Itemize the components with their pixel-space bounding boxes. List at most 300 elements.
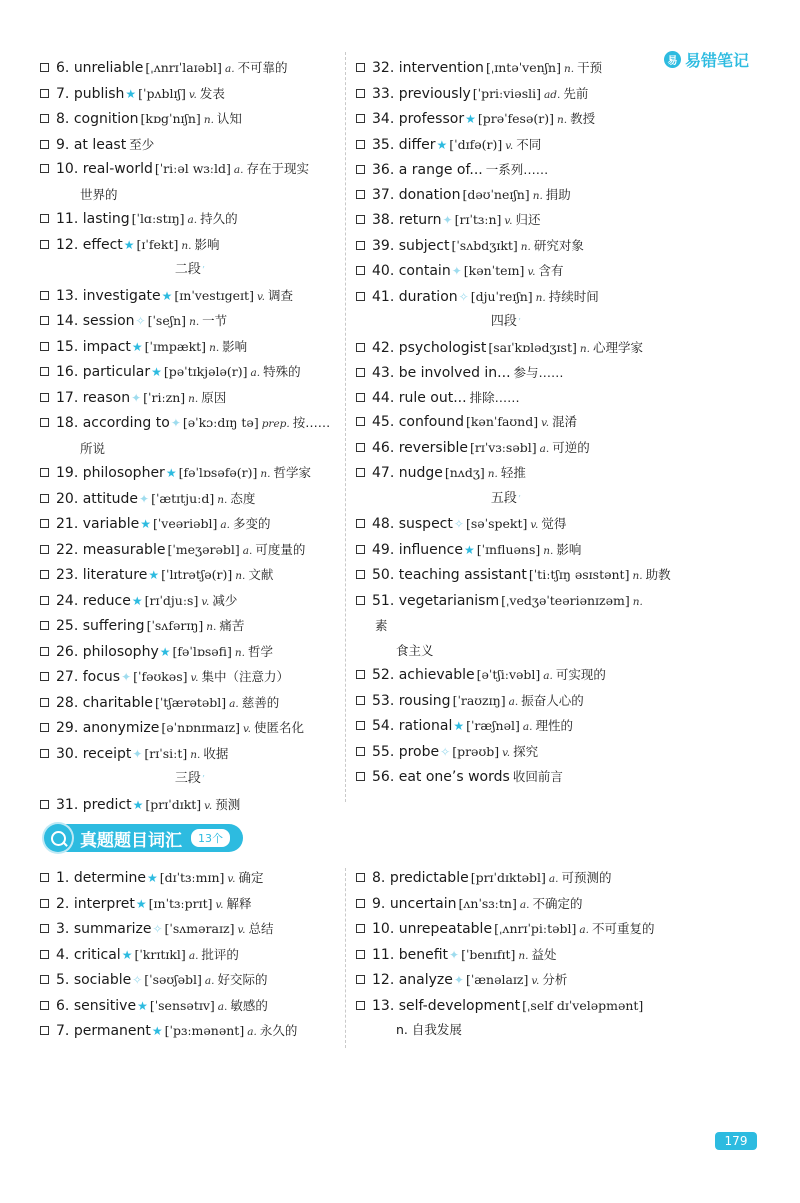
entry-meaning: 持续时间	[548, 288, 599, 304]
entry-word: influence	[398, 541, 463, 558]
vocab-entry	[40, 742, 340, 768]
entry-word: critical	[73, 946, 121, 963]
entry-part-of-speech: v.	[204, 799, 213, 812]
entry-number: 48.	[372, 516, 395, 532]
entry-part-of-speech: n.	[632, 595, 643, 608]
section-heading	[40, 767, 340, 793]
entry-part-of-speech: a.	[233, 164, 244, 176]
checkbox[interactable]	[40, 89, 49, 98]
entry-number: 16.	[56, 364, 79, 380]
checkbox[interactable]	[356, 721, 365, 730]
checkbox[interactable]	[356, 443, 365, 452]
checkbox[interactable]	[40, 545, 49, 554]
entry-number: 19.	[56, 465, 79, 481]
checkbox[interactable]	[40, 291, 49, 300]
entry-word: professor	[398, 111, 465, 127]
entry-meaning: 慈善的	[241, 694, 280, 710]
entry-number: 47.	[372, 465, 395, 481]
checkbox[interactable]	[40, 698, 49, 707]
vocab-entry	[356, 663, 656, 689]
word-list-right-top	[356, 56, 671, 790]
entry-part-of-speech: v.	[237, 924, 246, 936]
entry-part-of-speech: n.	[260, 468, 271, 480]
entry-part-of-speech: n.	[189, 316, 200, 328]
star-mark-icon: ★	[436, 137, 448, 152]
checkbox[interactable]	[40, 800, 49, 809]
vocab-entry	[40, 133, 340, 158]
entry-meaning: 轻推	[500, 465, 526, 480]
star-mark-icon: ★	[121, 947, 133, 962]
entry-word: publish	[73, 85, 125, 102]
vocab-entry	[356, 512, 656, 538]
entry-number: 55.	[372, 743, 395, 760]
checkbox[interactable]	[40, 240, 49, 249]
entry-phonetic: [ˈætɪtjuːd]	[151, 490, 215, 506]
entry-meaning: 探究	[513, 743, 539, 759]
entry-phonetic: [ˈɪnfluəns]	[476, 541, 541, 557]
checkbox[interactable]	[356, 63, 365, 72]
entry-word: effect	[82, 236, 123, 253]
checkbox[interactable]	[40, 570, 49, 579]
entry-meaning: 益处	[531, 946, 557, 962]
checkbox[interactable]	[356, 468, 365, 477]
star-mark-icon: ✦	[131, 390, 142, 405]
entry-part-of-speech: v.	[201, 595, 210, 608]
entry-number: 14.	[56, 313, 79, 329]
entry-meaning: 觉得	[541, 516, 567, 531]
checkbox[interactable]	[356, 165, 365, 174]
entry-part-of-speech: n.	[235, 570, 246, 582]
entry-number: 51.	[372, 592, 395, 609]
entry-part-of-speech: v.	[504, 215, 513, 227]
entry-part-of-speech: v.	[527, 266, 536, 278]
brand-title: 易错笔记	[685, 50, 750, 70]
checkbox[interactable]	[356, 975, 365, 984]
entry-word: intervention	[398, 60, 484, 76]
entry-number: 54.	[372, 718, 395, 734]
entry-number: 12.	[56, 236, 79, 253]
entry-part-of-speech: n.	[234, 646, 245, 659]
checkbox[interactable]	[40, 899, 49, 908]
entry-meaning: 调查	[267, 287, 293, 303]
entry-number: 15.	[56, 338, 79, 355]
vocab-entry	[40, 107, 340, 133]
checkbox[interactable]	[40, 621, 49, 630]
entry-phonetic: [ˈveəriəbl]	[152, 516, 218, 531]
entry-number: 38.	[372, 212, 395, 228]
entry-meaning: 永久的	[259, 1023, 298, 1038]
entry-part-of-speech: v.	[541, 417, 550, 429]
entry-word: vegetarianism	[398, 592, 500, 609]
entry-part-of-speech: n.	[532, 189, 543, 202]
entry-meaning: 可预测的	[561, 870, 612, 885]
entry-word: permanent	[73, 1023, 151, 1039]
star-mark-icon: ★	[140, 517, 151, 531]
entry-word: lasting	[82, 211, 130, 227]
checkbox[interactable]	[356, 114, 365, 123]
entry-number: 50.	[372, 567, 395, 583]
entry-part-of-speech: v.	[256, 290, 265, 303]
entry-meaning: 不确定的	[532, 895, 583, 911]
entry-number: 12.	[372, 972, 395, 988]
vocab-entry	[40, 716, 340, 742]
pencil-mark-icon: ’	[517, 493, 522, 505]
entry-word: sensitive	[73, 997, 137, 1014]
entry-part-of-speech: v.	[242, 723, 251, 735]
entry-number: 28.	[56, 694, 79, 711]
entry-meaning: 素	[375, 618, 388, 633]
entry-part-of-speech: a.	[188, 949, 199, 962]
entry-number: 20.	[56, 490, 79, 507]
entry-word: reversible	[398, 439, 469, 456]
entry-meaning: 至少	[129, 136, 155, 152]
checkbox[interactable]	[356, 190, 365, 199]
checkbox[interactable]	[356, 545, 365, 554]
star-mark-icon: ✦	[442, 213, 453, 227]
entry-meaning: 敏感的	[230, 997, 268, 1013]
entry-meaning: 一系列……	[485, 162, 549, 177]
entry-meaning: 可逆的	[552, 439, 590, 455]
checkbox[interactable]	[356, 292, 365, 301]
section-heading	[40, 258, 340, 284]
entry-phonetic: [prɪˈdɪkt]	[145, 796, 202, 812]
entry-meaning: 按……	[292, 415, 331, 430]
section-heading-text: 二段	[174, 262, 201, 277]
entry-part-of-speech: v.	[530, 519, 539, 531]
vocab-entry	[40, 461, 340, 487]
real-exam-vocab-banner	[44, 822, 243, 854]
entry-word: interpret	[73, 895, 135, 912]
entry-meaning: 好交际的	[217, 972, 268, 987]
vocab-entry	[40, 207, 340, 233]
entry-meaning: 收回前言	[512, 769, 563, 784]
checkbox[interactable]	[356, 343, 365, 352]
entry-word: impact	[82, 338, 131, 355]
checkbox[interactable]	[356, 140, 365, 149]
entry-phonetic: [əˈnɒnɪmaɪz]	[161, 720, 240, 735]
checkbox[interactable]	[356, 950, 365, 959]
checkbox[interactable]	[40, 924, 49, 933]
entry-phonetic: [ˈriːəl wɜːld]	[154, 161, 231, 176]
entry-phonetic: [səˈspekt]	[465, 516, 528, 531]
checkbox[interactable]	[40, 140, 49, 149]
vocab-entry	[356, 133, 656, 159]
entry-word: measurable	[82, 541, 166, 558]
entry-number: 6.	[56, 60, 70, 76]
entry-meaning: 痛苦	[219, 618, 245, 633]
checkbox[interactable]	[40, 950, 49, 959]
count-badge: 13个	[190, 828, 231, 848]
checkbox[interactable]	[40, 596, 49, 605]
checkbox[interactable]	[40, 672, 49, 681]
vocab-entry	[40, 943, 340, 969]
star-mark-icon: ★	[146, 871, 158, 885]
checkbox[interactable]	[356, 417, 365, 426]
entry-word: return	[398, 212, 442, 228]
entry-meaning-continued: 食主义	[396, 642, 434, 658]
checkbox[interactable]	[356, 696, 365, 705]
star-mark-icon: ★	[125, 86, 137, 101]
entry-phonetic: [ˈlɑːstɪŋ]	[131, 211, 185, 226]
vocab-entry	[40, 284, 340, 310]
entry-meaning: 文献	[248, 567, 274, 582]
checkbox[interactable]	[40, 749, 49, 758]
entry-word: analyze	[398, 972, 453, 988]
checkbox[interactable]	[356, 1001, 365, 1010]
entry-part-of-speech: a.	[508, 695, 519, 708]
checkbox[interactable]	[356, 89, 365, 98]
entry-meaning-continued: n. 自我发展	[396, 1022, 462, 1037]
entry-number: 27.	[56, 669, 79, 685]
entry-meaning: 特殊的	[263, 364, 301, 379]
entry-phonetic: [djuˈreɪʃn]	[470, 288, 533, 304]
checkbox[interactable]	[40, 342, 49, 351]
checkbox[interactable]	[40, 723, 49, 732]
star-mark-icon: ★	[131, 339, 143, 354]
vocab-entry	[40, 917, 340, 943]
star-mark-icon: ✦	[139, 491, 150, 506]
entry-part-of-speech: n.	[518, 949, 529, 962]
checkbox[interactable]	[40, 494, 49, 503]
checkbox[interactable]	[40, 367, 49, 376]
entry-part-of-speech: a.	[229, 697, 239, 710]
entry-meaning: 影响	[194, 236, 220, 252]
entry-number: 4.	[56, 946, 70, 963]
vocab-entry	[40, 665, 340, 691]
entry-meaning: 发表	[199, 85, 225, 101]
entry-number: 10.	[56, 161, 79, 177]
entry-number: 45.	[372, 414, 395, 430]
entry-phonetic: [əˈtʃiːvəbl]	[476, 667, 541, 682]
checkbox[interactable]	[356, 924, 365, 933]
entry-word: cognition	[73, 111, 139, 127]
entry-part-of-speech: a.	[247, 1026, 257, 1038]
entry-meaning: 分析	[542, 972, 568, 987]
checkbox[interactable]	[40, 1026, 49, 1035]
word-list-left-bottom	[40, 866, 340, 1045]
checkbox[interactable]	[40, 393, 49, 402]
entry-part-of-speech: n.	[579, 342, 590, 355]
entry-part-of-speech: a.	[548, 873, 559, 885]
entry-number: 29.	[56, 720, 79, 736]
vocab-entry	[40, 538, 340, 564]
entry-phonetic: [prəʊb]	[452, 743, 500, 759]
entry-meaning: 研究对象	[533, 237, 584, 253]
star-mark-icon: ★	[135, 896, 147, 911]
entry-meaning-continued: 所说	[80, 440, 106, 456]
entry-number: 22.	[56, 541, 79, 558]
star-mark-icon: ✧	[132, 973, 143, 987]
entry-phonetic: [fəˈlɒsəfi]	[172, 643, 232, 659]
entry-phonetic: [rɪˈsiːt]	[144, 745, 188, 761]
entry-phonetic: [ˈraʊzɪŋ]	[452, 692, 506, 708]
entry-word: nudge	[398, 465, 443, 481]
vocab-entry	[356, 994, 656, 1043]
section-heading-text: 三段	[174, 771, 201, 786]
entry-word: previously	[398, 85, 471, 102]
checkbox[interactable]	[40, 647, 49, 656]
checkbox[interactable]	[356, 215, 365, 224]
checkbox[interactable]	[40, 63, 49, 72]
entry-number: 53.	[372, 692, 395, 709]
vocab-entry	[40, 56, 340, 82]
entry-phonetic: [rɪˈdjuːs]	[144, 592, 199, 608]
checkbox[interactable]	[40, 316, 49, 325]
entry-meaning: 解释	[226, 895, 252, 911]
entry-part-of-speech: a.	[224, 63, 235, 75]
brand-logo-icon: 易	[664, 51, 681, 68]
checkbox[interactable]	[356, 570, 365, 579]
entry-meaning: 哲学	[247, 643, 273, 659]
banner-pill	[62, 824, 243, 852]
entry-word: at least	[73, 136, 127, 153]
entry-phonetic: [prəˈfesə(r)]	[477, 111, 554, 126]
star-mark-icon: ★	[161, 288, 173, 303]
entry-part-of-speech: a.	[187, 214, 198, 226]
star-mark-icon: ✦	[121, 670, 132, 684]
checkbox[interactable]	[40, 114, 49, 123]
entry-word: suffering	[82, 618, 145, 634]
entry-number: 56.	[372, 769, 395, 785]
entry-number: 11.	[372, 946, 395, 963]
entry-part-of-speech: n.	[556, 114, 568, 126]
checkbox[interactable]	[356, 519, 365, 528]
entry-word: predict	[82, 796, 132, 813]
entry-number: 2.	[56, 895, 70, 912]
checkbox[interactable]	[40, 975, 49, 984]
vocab-entry	[40, 614, 340, 640]
entry-word: be involved in...	[398, 365, 511, 381]
checkbox[interactable]	[356, 772, 365, 781]
vocab-entry	[356, 765, 656, 790]
vocab-entry	[356, 538, 656, 564]
entry-part-of-speech: n.	[564, 63, 575, 75]
vocab-entry	[356, 82, 656, 108]
entry-meaning: 先前	[563, 85, 589, 101]
checkbox[interactable]	[40, 214, 49, 223]
entry-meaning: 收据	[203, 745, 229, 761]
entry-word: rule out...	[398, 389, 467, 406]
entry-part-of-speech: v.	[190, 672, 199, 684]
vocab-entry	[356, 410, 656, 436]
entry-word: literature	[82, 567, 148, 583]
entry-word: differ	[398, 136, 436, 153]
checkbox[interactable]	[40, 468, 49, 477]
entry-phonetic: [nʌdʒ]	[444, 465, 485, 480]
entry-meaning: 心理学家	[592, 339, 643, 355]
entry-phonetic: [rɪˈtɜːn]	[454, 212, 502, 227]
vocab-entry	[40, 309, 340, 335]
section-heading-text: 五段	[490, 490, 517, 506]
vocab-entry	[40, 589, 340, 615]
checkbox[interactable]	[40, 519, 49, 528]
entry-part-of-speech: v.	[502, 746, 511, 759]
entry-number: 10.	[372, 921, 395, 937]
checkbox[interactable]	[40, 1001, 49, 1010]
checkbox[interactable]	[356, 241, 365, 250]
entry-word: confound	[398, 414, 464, 430]
entry-meaning: 哲学家	[273, 465, 311, 480]
entry-number: 42.	[372, 339, 395, 356]
checkbox[interactable]	[40, 164, 49, 173]
entry-phonetic: [əˈkɔːdɪŋ tə]	[182, 415, 259, 430]
entry-meaning: 减少	[212, 592, 238, 608]
star-mark-icon: ✦	[453, 973, 464, 987]
checkbox[interactable]	[40, 418, 49, 427]
entry-word: receipt	[82, 745, 132, 762]
checkbox[interactable]	[40, 873, 49, 882]
entry-word: probe	[398, 743, 440, 760]
entry-meaning: 确定	[238, 870, 264, 885]
star-mark-icon: ✧	[440, 744, 451, 759]
entry-number: 23.	[56, 567, 79, 583]
vocab-entry	[356, 259, 656, 285]
entry-part-of-speech: a.	[519, 898, 530, 911]
star-mark-icon: ✧	[458, 289, 469, 304]
entry-part-of-speech: v.	[227, 873, 236, 885]
entry-word: philosophy	[82, 643, 159, 660]
entry-meaning: 不同	[516, 136, 542, 152]
entry-phonetic: [ˈɪmpækt]	[144, 338, 207, 354]
entry-number: 5.	[56, 972, 70, 988]
vocab-entry	[356, 689, 656, 715]
section-heading-text: 四段	[490, 314, 517, 329]
vocab-entry	[40, 640, 340, 666]
checkbox[interactable]	[356, 596, 365, 605]
entry-word: according to	[82, 415, 170, 431]
entry-number: 40.	[372, 263, 395, 279]
entry-number: 46.	[372, 439, 395, 456]
checkbox[interactable]	[356, 393, 365, 402]
checkbox[interactable]	[356, 899, 365, 908]
entry-number: 43.	[372, 365, 395, 381]
checkbox[interactable]	[356, 368, 365, 377]
entry-word: subject	[398, 237, 450, 254]
checkbox[interactable]	[356, 266, 365, 275]
vocab-entry	[356, 158, 656, 183]
entry-phonetic: [ˈpʌblɪʃ]	[138, 85, 186, 101]
entry-phonetic: [ˈsʌfərɪŋ]	[146, 618, 204, 633]
entry-part-of-speech: a.	[539, 442, 550, 455]
entry-phonetic: [pəˈtɪkjələ(r)]	[163, 364, 248, 379]
pencil-mark-icon: ’	[201, 774, 206, 785]
entry-word: attitude	[82, 490, 139, 507]
entry-part-of-speech: n.	[543, 544, 554, 557]
entry-meaning: 混淆	[552, 414, 578, 429]
checkbox[interactable]	[356, 747, 365, 756]
entry-part-of-speech: v.	[531, 975, 540, 987]
word-list-right-bottom	[356, 866, 656, 1043]
entry-meaning: 认知	[216, 111, 242, 126]
entry-phonetic: [ˌʌnrɪˈpiːtəbl]	[494, 921, 577, 936]
checkbox[interactable]	[356, 873, 365, 882]
entry-number: 37.	[372, 186, 395, 203]
entry-number: 8.	[56, 111, 70, 127]
entry-meaning: 总结	[248, 921, 274, 936]
vocab-entry	[356, 461, 656, 487]
star-mark-icon: ★	[131, 593, 143, 608]
entry-meaning: 助教	[645, 567, 671, 582]
entry-meaning: 集中（注意力）	[201, 669, 290, 684]
entry-word: anonymize	[82, 720, 160, 736]
entry-number: 33.	[372, 85, 395, 102]
entry-part-of-speech: a.	[217, 1000, 228, 1013]
vocab-entry	[356, 234, 656, 260]
entry-meaning: 一节	[202, 313, 228, 328]
checkbox[interactable]	[356, 670, 365, 679]
entry-word: rational	[398, 718, 453, 734]
star-mark-icon: ✦	[132, 746, 143, 761]
